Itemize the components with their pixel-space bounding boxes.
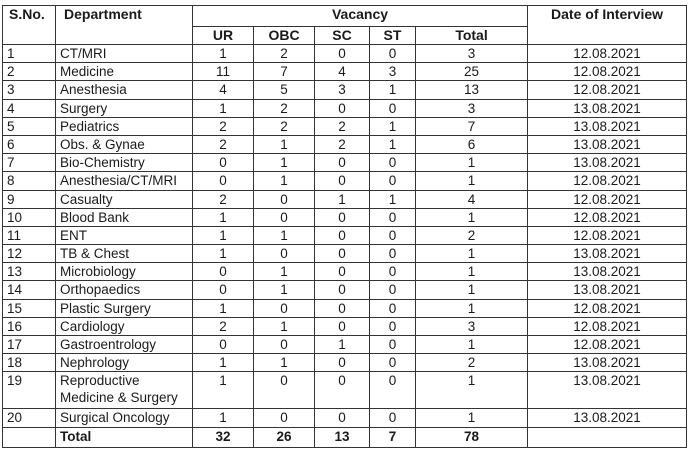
total-cell: 1: [416, 263, 528, 281]
sc-cell: 4: [315, 63, 370, 81]
date-header: Date of Interview: [528, 6, 687, 45]
table-row: [3, 45, 687, 63]
sc-cell: 0: [315, 354, 370, 372]
date-cell: 13.08.2021: [528, 154, 687, 172]
sc-cell: 2: [315, 135, 370, 153]
date-cell: 13.08.2021: [528, 99, 687, 117]
table-row: [3, 336, 687, 354]
sc-cell: 0: [315, 226, 370, 244]
st-cell: 0: [370, 45, 416, 63]
total-cell: 2: [416, 226, 528, 244]
header-row: [3, 6, 687, 27]
sno-cell: 10: [3, 208, 56, 226]
st-cell: 0: [370, 226, 416, 244]
table-row: [3, 299, 687, 317]
st-cell: 0: [370, 354, 416, 372]
st-cell: 1: [370, 81, 416, 99]
department-cell: Cardiology: [56, 317, 193, 335]
sno-cell: 13: [3, 263, 56, 281]
sc-cell: 0: [315, 208, 370, 226]
table-row: [3, 99, 687, 117]
sc-cell: 0: [315, 99, 370, 117]
date-cell: 13.08.2021: [528, 117, 687, 135]
total-cell: 1: [416, 245, 528, 263]
obc-cell: 0: [254, 409, 315, 427]
department-cell: Gastroentrology: [56, 336, 193, 354]
total-cell: 2: [416, 354, 528, 372]
table-row: [3, 354, 687, 372]
st-cell: 0: [370, 99, 416, 117]
department-cell: Casualty: [56, 190, 193, 208]
date-cell: 12.08.2021: [528, 336, 687, 354]
total-cell: 1: [416, 372, 528, 409]
sno-cell: 5: [3, 117, 56, 135]
ur-cell: 2: [193, 317, 254, 335]
obc-cell: 0: [254, 245, 315, 263]
total-cell: 1: [416, 409, 528, 427]
st-cell: 3: [370, 63, 416, 81]
sno-cell: 19: [3, 372, 56, 409]
total-cell: 1: [416, 336, 528, 354]
st-cell: 0: [370, 372, 416, 409]
sno-cell: 20: [3, 409, 56, 427]
sc-cell: 0: [315, 45, 370, 63]
ur-cell: 0: [193, 263, 254, 281]
sc-cell: 1: [315, 190, 370, 208]
date-cell: 12.08.2021: [528, 317, 687, 335]
table-row: [3, 190, 687, 208]
sc-cell: 0: [315, 281, 370, 299]
department-cell: TB & Chest: [56, 245, 193, 263]
date-cell: 13.08.2021: [528, 354, 687, 372]
sno-cell: 17: [3, 336, 56, 354]
date-cell: 13.08.2021: [528, 245, 687, 263]
sno-cell: 15: [3, 299, 56, 317]
obc-cell: 0: [254, 208, 315, 226]
ur-cell: 1: [193, 226, 254, 244]
sno-header: S.No.: [3, 6, 56, 45]
department-cell: Pediatrics: [56, 117, 193, 135]
date-cell: 13.08.2021: [528, 135, 687, 153]
sno-cell: 7: [3, 154, 56, 172]
st-cell: 0: [370, 263, 416, 281]
total-header: Total: [416, 27, 528, 45]
st-cell: 0: [370, 172, 416, 190]
ur-cell: 0: [193, 336, 254, 354]
date-cell: 12.08.2021: [528, 190, 687, 208]
total-cell: 3: [416, 99, 528, 117]
sno-cell: 6: [3, 135, 56, 153]
sno-cell: 11: [3, 226, 56, 244]
department-cell: CT/MRI: [56, 45, 193, 63]
st-cell: 0: [370, 208, 416, 226]
department-cell: Microbiology: [56, 263, 193, 281]
obc-cell: 0: [254, 336, 315, 354]
ur-cell: 0: [193, 281, 254, 299]
department-cell: Orthopaedics: [56, 281, 193, 299]
st-cell: 1: [370, 117, 416, 135]
vacancy-header: Vacancy: [193, 6, 528, 27]
sc-cell: 0: [315, 245, 370, 263]
total-ur: 32: [193, 427, 254, 447]
date-cell: 13.08.2021: [528, 281, 687, 299]
table-row: [3, 81, 687, 99]
total-cell: 3: [416, 45, 528, 63]
st-header: ST: [370, 27, 416, 45]
ur-cell: 11: [193, 63, 254, 81]
obc-cell: 1: [254, 172, 315, 190]
sc-cell: 0: [315, 372, 370, 409]
st-cell: 0: [370, 317, 416, 335]
table-row: [3, 281, 687, 299]
sno-cell: 14: [3, 281, 56, 299]
ur-cell: 1: [193, 208, 254, 226]
table-row: [3, 245, 687, 263]
department-cell: Blood Bank: [56, 208, 193, 226]
date-cell: 12.08.2021: [528, 81, 687, 99]
obc-cell: 7: [254, 63, 315, 81]
obc-cell: 1: [254, 263, 315, 281]
sno-cell: 16: [3, 317, 56, 335]
sc-cell: 0: [315, 172, 370, 190]
sc-cell: 0: [315, 409, 370, 427]
total-cell: 1: [416, 172, 528, 190]
st-cell: 0: [370, 299, 416, 317]
ur-cell: 4: [193, 81, 254, 99]
department-cell: Surgical Oncology: [56, 409, 193, 427]
ur-cell: 2: [193, 117, 254, 135]
st-cell: 0: [370, 336, 416, 354]
date-cell: 12.08.2021: [528, 208, 687, 226]
ur-cell: 1: [193, 99, 254, 117]
table-row: [3, 135, 687, 153]
department-cell: Obs. & Gynae: [56, 135, 193, 153]
department-cell: Anesthesia: [56, 81, 193, 99]
date-cell: 12.08.2021: [528, 299, 687, 317]
total-cell: 4: [416, 190, 528, 208]
ur-cell: 1: [193, 299, 254, 317]
total-cell: 25: [416, 63, 528, 81]
sno-cell: 2: [3, 63, 56, 81]
table-row: [3, 372, 687, 409]
date-cell: 12.08.2021: [528, 45, 687, 63]
obc-cell: 1: [254, 354, 315, 372]
ur-cell: 1: [193, 245, 254, 263]
ur-header: UR: [193, 27, 254, 45]
total-obc: 26: [254, 427, 315, 447]
sno-cell: 4: [3, 99, 56, 117]
department-cell: Surgery: [56, 99, 193, 117]
obc-cell: 1: [254, 154, 315, 172]
sno-cell: 3: [3, 81, 56, 99]
st-cell: 1: [370, 190, 416, 208]
sno-cell: 9: [3, 190, 56, 208]
department-cell: Plastic Surgery: [56, 299, 193, 317]
table-row: [3, 409, 687, 427]
obc-cell: 0: [254, 190, 315, 208]
table-row: [3, 172, 687, 190]
sno-cell: 18: [3, 354, 56, 372]
table-row: [3, 263, 687, 281]
sc-cell: 2: [315, 117, 370, 135]
obc-cell: 1: [254, 226, 315, 244]
total-sno-cell: [3, 427, 56, 447]
table-row: [3, 117, 687, 135]
sno-cell: 8: [3, 172, 56, 190]
department-cell: ENT: [56, 226, 193, 244]
sc-cell: 0: [315, 317, 370, 335]
sc-cell: 3: [315, 81, 370, 99]
table-row: [3, 63, 687, 81]
total-cell: 1: [416, 281, 528, 299]
sc-header: SC: [315, 27, 370, 45]
sno-cell: 12: [3, 245, 56, 263]
st-cell: 0: [370, 154, 416, 172]
ur-cell: 0: [193, 172, 254, 190]
sc-cell: 1: [315, 336, 370, 354]
total-sc: 13: [315, 427, 370, 447]
obc-cell: 5: [254, 81, 315, 99]
obc-cell: 2: [254, 99, 315, 117]
total-row: [3, 427, 687, 447]
obc-cell: 1: [254, 281, 315, 299]
obc-cell: 2: [254, 45, 315, 63]
department-cell: Nephrology: [56, 354, 193, 372]
obc-cell: 0: [254, 372, 315, 409]
obc-header: OBC: [254, 27, 315, 45]
total-cell: 1: [416, 154, 528, 172]
department-cell: Medicine: [56, 63, 193, 81]
total-cell: 6: [416, 135, 528, 153]
department-cell: Reproductive Medicine & Surgery: [56, 372, 193, 409]
ur-cell: 0: [193, 154, 254, 172]
ur-cell: 2: [193, 135, 254, 153]
department-header: Department: [56, 6, 193, 45]
sno-cell: 1: [3, 45, 56, 63]
ur-cell: 1: [193, 409, 254, 427]
table-row: [3, 154, 687, 172]
total-label: Total: [56, 427, 193, 447]
obc-cell: 0: [254, 299, 315, 317]
st-cell: 0: [370, 409, 416, 427]
table-row: [3, 208, 687, 226]
sc-cell: 0: [315, 299, 370, 317]
sc-cell: 0: [315, 263, 370, 281]
date-cell: 13.08.2021: [528, 263, 687, 281]
obc-cell: 2: [254, 117, 315, 135]
st-cell: 1: [370, 135, 416, 153]
date-cell: 13.08.2021: [528, 372, 687, 409]
date-cell: 12.08.2021: [528, 63, 687, 81]
table-body: [3, 45, 687, 428]
st-cell: 0: [370, 245, 416, 263]
total-cell: 13: [416, 81, 528, 99]
total-st: 7: [370, 427, 416, 447]
total-cell: 7: [416, 117, 528, 135]
department-cell: Bio-Chemistry: [56, 154, 193, 172]
date-cell: 12.08.2021: [528, 172, 687, 190]
vacancy-table: [2, 5, 687, 448]
total-total: 78: [416, 427, 528, 447]
table-row: [3, 317, 687, 335]
obc-cell: 1: [254, 317, 315, 335]
table-row: [3, 226, 687, 244]
total-cell: 1: [416, 208, 528, 226]
total-cell: 1: [416, 299, 528, 317]
sc-cell: 0: [315, 154, 370, 172]
ur-cell: 2: [193, 190, 254, 208]
date-cell: 12.08.2021: [528, 226, 687, 244]
department-cell: Anesthesia/CT/MRI: [56, 172, 193, 190]
date-cell: 13.08.2021: [528, 409, 687, 427]
obc-cell: 1: [254, 135, 315, 153]
ur-cell: 1: [193, 372, 254, 409]
st-cell: 0: [370, 281, 416, 299]
ur-cell: 1: [193, 45, 254, 63]
total-date-cell: [528, 427, 687, 447]
total-cell: 3: [416, 317, 528, 335]
ur-cell: 1: [193, 354, 254, 372]
